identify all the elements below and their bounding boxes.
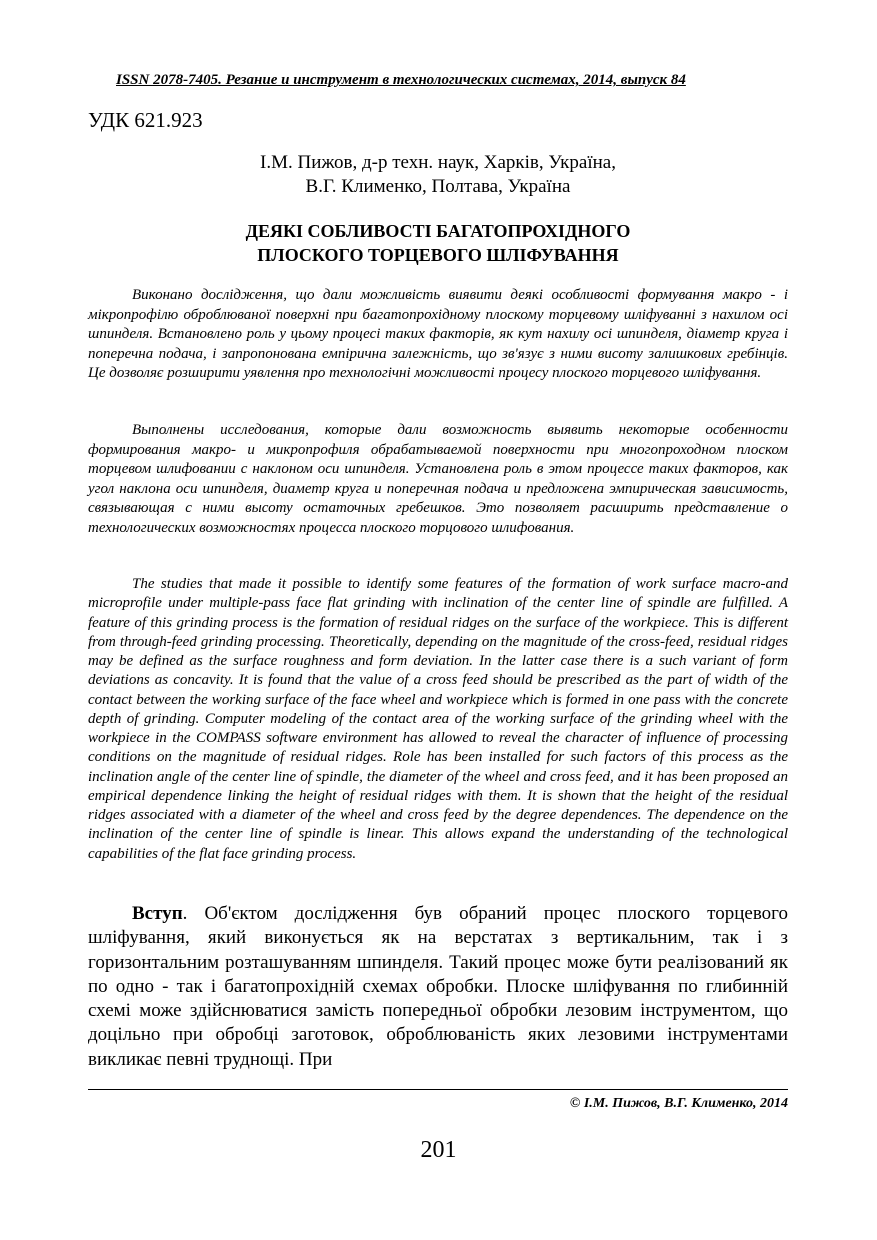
page-number: 201 (420, 1137, 457, 1163)
title-line-2: ПЛОСКОГО ТОРЦЕВОГО ШЛІФУВАННЯ (257, 245, 619, 265)
introduction-text: . Об'єктом дослідження був обраний процес плоского торцевого шліфування, який виконується як на верстатах з вертикальним, так і з горизонтальним розташуванням шпинделя. Такий процес може бути реалізований як по одно - так і багатопрохідній схемах обробки. Плоске шліфування по глибинній схемі може здійснюватися замість попередньої обробки лезовим інструментом, що доцільно при обробці заготовок, оброблюваність яких лезовими інструментами викликає певні труднощі. При (88, 903, 788, 1070)
introduction-paragraph (88, 902, 788, 1072)
abstract-russian: Выполнены исследования, которые дали возможность выявить некоторые особенности формирования макро- и микропрофиля обрабатываемой поверхности при многопроходном плоском торцевом шлифовании с наклоном оси шпинделя. Установлена роль в этом процессе таких факторов, как угол наклона оси шпинделя, диаметр круга и поперечная подача и предложена эмпирическая зависимость, связывающая с ними высоту остаточных гребешков. Это позволяет расширить представление о технологических возможностях процесса плоского торцового шлифования. (88, 422, 788, 536)
authors-block (88, 151, 788, 199)
journal-header: ISSN 2078-7405. Резание и инструмент в технологических системах, 2014, выпуск 84 (116, 72, 686, 88)
paper-title (88, 219, 788, 267)
abstract-ukrainian: Виконано дослідження, що дали можливість виявити деякі особливості формування макро - і мікропрофілю оброблюваної поверхні при багатопрохідному плоскому торцевому шліфуванні з нахилом осі шпинделя. Встановлено роль у цьому процесі таких факторів, як кут нахилу осі шпинделя, діаметр круга і поперечна подача, і запропонована емпірична залежність, що зв'язує з ними висоту залишкових гребінців. Це дозволяє розширити уявлення про технологічні можливості процесу плоского торцевого шліфування. (88, 287, 788, 381)
title-line-1: ДЕЯКІ СОБЛИВОСТІ БАГАТОПРОХІДНОГО (245, 221, 631, 241)
abstract-english: The studies that made it possible to identify some features of the formation of work surface macro-and microprofile under multiple-pass face flat grinding with inclination of the center line of spindle are fulfilled. A feature of this grinding process is the formation of residual ridges on the surface of the workpiece. This is different from through-feed grinding processing. Theoretically, depending on the magnitude of the cross-feed, residual ridges may be defined as the surface roughness and form deviation. In the latter case there is a such variant of form deviations as concavity. It is found that the value of a cross feed should be prescribed as the part of width of the contact between the working surface of the face wheel and workpiece which is formed in one pass with the concrete depth of grinding. Computer modeling of the contact area of the working surface of the grinding wheel with the workpiece in the COMPASS software environment has allowed to reveal the character of influence of processing conditions on the magnitude of residual ridges. Role has been installed for such factors of this process as the inclination angle of the center line of spindle, the diameter of the wheel and cross feed, and it has been proposed an empirical dependence linking the height of residual ridges with them. It is shown that the height of the residual ridges associated with a diameter of the wheel and cross feed by the degree dependences. The dependence on the inclination of the center line of spindle is linear. This allows expand the understanding of the technological capabilities of the flat face grinding process. (88, 576, 788, 862)
introduction-label: Вступ (132, 903, 183, 924)
authors-line-1: І.М. Пижов, д-р техн. наук, Харків, Україна, (260, 152, 616, 173)
udc-code: УДК 621.923 (88, 108, 203, 132)
copyright-notice: © І.М. Пижов, В.Г. Клименко, 2014 (569, 1096, 788, 1111)
authors-line-2: В.Г. Клименко, Полтава, Україна (305, 176, 571, 197)
footnote-divider (88, 1089, 788, 1090)
